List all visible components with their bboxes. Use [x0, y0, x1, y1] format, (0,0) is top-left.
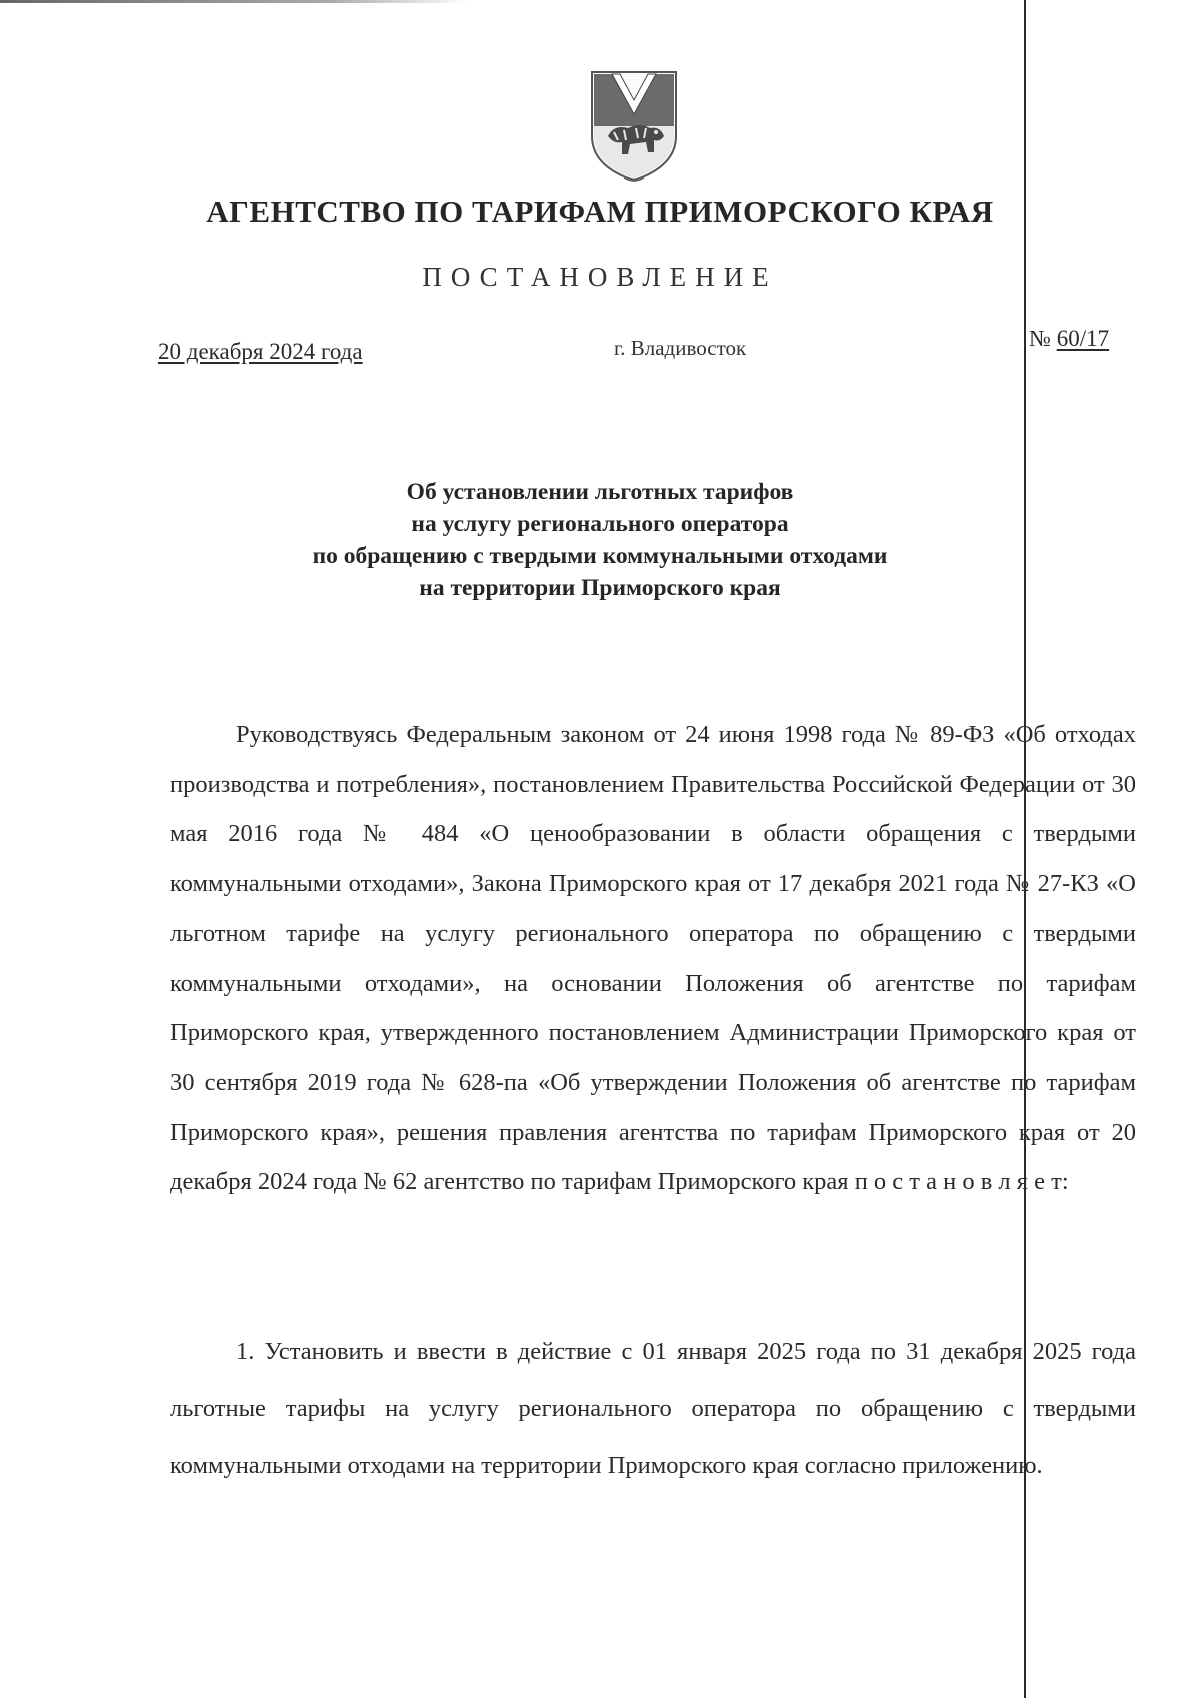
title-line: Об установлении льготных тарифов: [406, 479, 794, 505]
document-date: 20 декабря 2024 года: [158, 339, 363, 364]
body-paragraph-2: [170, 1323, 1136, 1494]
scan-artifact-top-line: [0, 0, 470, 3]
number-value: 60/17: [1056, 326, 1110, 351]
document-title: [0, 476, 1200, 604]
title-line: на услугу регионального оператора: [411, 511, 789, 537]
decree-word: п о с т а н о в л я е т:: [854, 1168, 1069, 1196]
document-number: [1029, 326, 1109, 352]
document-type: ПОСТАНОВЛЕНИЕ: [422, 262, 778, 292]
title-line: на территории Приморского края: [419, 575, 781, 601]
body-paragraph-1: [170, 710, 1136, 1207]
agency-name: АГЕНТСТВО ПО ТАРИФАМ ПРИМОРСКОГО КРАЯ: [206, 194, 994, 229]
document-city: г. Владивосток: [614, 336, 747, 360]
title-line: по обращению с твердыми коммунальными отходами: [312, 543, 888, 569]
primorsky-krai-coat-of-arms-icon: [584, 66, 684, 186]
number-prefix: №: [1029, 326, 1051, 351]
paragraph-1-text: Руководствуясь Федеральным законом от 24 июня 1998 года № 89-ФЗ «Об отходах производства и потребления», постановлением Правительства Российской Федерации от 30 мая 2016 года № 484 «О ценообразовании в области обращения с твердыми коммунальными отходами», Закона Приморского края от 17 декабря 2021 года № 27-КЗ «О льготном тарифе на услугу регионального оператора по обращению с твердыми коммунальными отходами», на основании Положения об агентстве по тарифам Приморского края, утвержденного постановлением Администрации Приморского края от 30 сентября 2019 года № 628-па «Об утверждении Положения об агентстве по тарифам Приморского края», решения правления агентства по тарифам Приморского края от 20 декабря 2024 года № 62 агентство по тарифам Приморского края: [170, 721, 1136, 1196]
paragraph-2-text: 1. Установить и ввести в действие с 01 января 2025 года по 31 декабря 2025 года льготные тарифы на услугу регионального оператора по обращению с твердыми коммунальными отходами на территории Приморского края согласно приложению.: [170, 1338, 1136, 1479]
